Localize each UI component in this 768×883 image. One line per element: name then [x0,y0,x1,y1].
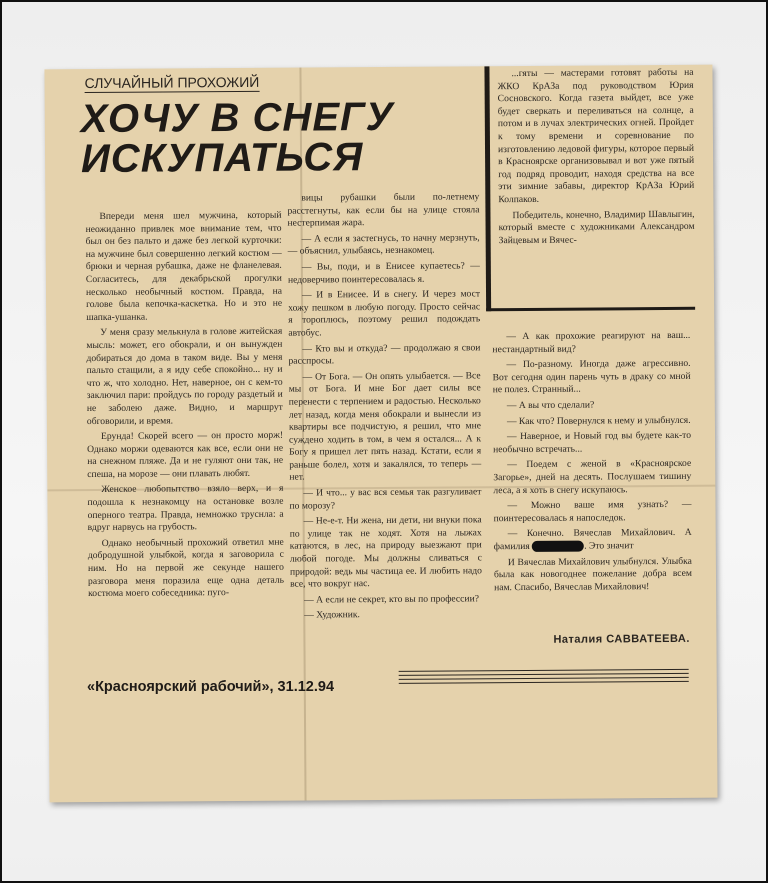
rule-line [399,673,689,676]
paragraph: — Наверное, и Новый год вы будете как-то необычно встречать... [493,429,692,455]
rubric-label: СЛУЧАЙНЫЙ ПРОХОЖИЙ [84,73,260,92]
paragraph-text: Это значит [588,540,634,552]
paragraph: вицы рубашки были по-летнему расстегнуты, как если бы на улице стояла нестерпимая жара. [287,191,480,229]
redaction-mark [532,541,584,552]
headline-line-1: ХОЧУ В СНЕГУ [80,94,394,142]
paragraph-text: — Конечно. Вячеслав Михайлович. А фамилия [493,527,692,553]
article-column-2 [287,191,482,625]
paragraph: Впереди меня шел мужчина, который неожиданно привлек мое внимание тем, что был он без пальто и даже без легкой курточки: на мужчине был совершенно легкий костюм — брюки и черная рубашка, даже не фланелевая. Согласитесь, для декабрьской прогулки несколько необычный костюм. Правда, на голове была кепочка-каскетка. Но и это не шапка-ушанка. [85,209,283,323]
paragraph: — А если не секрет, кто вы по профессии? [304,593,479,606]
paragraph: — Не-е-т. Ни жена, ни дети, ни внуки пока по улице так не ходят. Хотя на лыжах катаются, в лес, на природу выезжают при любой погоде. Мы должны сливаться с природой: ведь мы частица ее. И любить надо все, что вокруг нас. [289,514,482,590]
paragraph: Однако необычный прохожий ответил мне добродушной улыбкой, когда я заговорила с ним. Но на первой же секунде нашего разговора меня поразила еще одна деталь костюма моего собеседника: пуго- [87,536,285,600]
paragraph: — От Бога. — Он опять улыбается. — Все мы от Бога. И мне Бог дает силы все перенести с терпением и радостью. Несколько лет назад, когда меня обокрали и вынесли из квартиры все подчистую, я решил, что мне суждено ходить в том, в чем я остался... А к Богу я пришел лет пять назад. Кстати, если я раньше болел, хотя и закалялся, то теперь — нет. [288,370,482,484]
box-paragraph: ...гяты — мастерами готовят работы на ЖКО КрАЗа под руководством Юрия Сосновского. Когда газета выйдет, все уже будет сверкать и переливаться на солнце, а потом и в лучах электрических огней. Пройдет к тому времени и соревнование по изготовлению ледовой фигуры, которое первый в Красноярске организовывал и вот уже пятый год подряд проводит, находя средства на все эти зимние забавы, директор КрАЗа Юрий Колпаков. [497,66,695,206]
paragraph: И Вячеслав Михайлович улыбнулся. Улыбка была как новогоднее пожелание добра всем нам. Спасибо, Вячеслав Михайлович! [493,555,693,593]
boxed-article-end [484,65,695,311]
headline-line-2: ИСКУПАТЬСЯ [80,135,364,182]
paragraph-with-redaction: — Конечно. Вячеслав Михайлович. А фамилия . Это значит [493,527,692,553]
paragraph: — И что... у вас вся семья так разгуливает по морозу? [289,486,482,512]
paragraph: — Вы, поди, и в Енисее купаетесь? — недоверчиво поинтересовалась я. [287,260,480,286]
paragraph: — А если я застегнусь, то начну мерзнуть, — объяснил, улыбаясь, незнакомец. [287,232,480,258]
rule-line [399,677,689,680]
paragraph: У меня сразу мелькнула в голове житейская мысль: может, его обокрали, и он вынужден добираться до дома в таком виде. Вы у меня пальто стащили, а я иду себе спокойно... ну и что ж, что холодно. Нет, наверное, он с кем-то заключил пари: пройдусь по городу раздетый и не заболею даже. Видно, и маршрут обговорили, и время. [86,326,283,427]
paragraph: — А как прохожие реагируют на ваш... нестандартный вид? [492,329,691,355]
article-column-3 [492,330,692,598]
paragraph: — И в Енисее. И в снегу. И через мост хожу пешком в любую погоду. Просто сейчас я тороплюсь, поэтому решил подождать автобус. [288,288,481,339]
article-column-1 [85,210,284,604]
rule-line [399,669,689,672]
rule-line [399,681,689,684]
paragraph: Женское любопытство взяло верх, и я подошла к незнакомцу на остановке возле оперного театра. Правда, немножко труснла: а вдруг нарвусь на грубость. [87,483,284,534]
paragraph: — Как что? Повернулся к нему и улыбнулся. [506,414,691,427]
paragraph: — А вы что сделали? [506,399,595,412]
headline [80,94,482,182]
paragraph: — Поедем с женой в «Красноярское Загорье», дней на десять. Послушаем тишину леса, а я хоть в снегу искупаюсь. [493,458,692,496]
paragraph: — Художник. [304,609,360,621]
author-signature: Наталия САВВАТЕЕВА. [553,632,690,646]
decorative-rules [399,669,689,687]
paragraph: — Можно ваше имя узнать? — поинтересовалась я напоследок. [493,498,692,524]
source-citation: «Красноярский рабочий», 31.12.94 [87,679,335,695]
box-paragraph: Победитель, конечно, Владимир Шавлыгин, который вместе с художниками Александром Зайцевым и Вячес- [498,208,695,246]
paragraph: — Кто вы и откуда? — продолжаю я свои расспросы. [288,341,481,367]
paragraph: Ерунда! Скорей всего — он просто морж! Однако моржи одеваются как все, если они не на снежном пляже. Да и не гуляют они так, не спеша, на морозе — они плавать любят. [87,429,284,480]
paragraph: — По-разному. Иногда даже агрессивно. Вот сегодня один парень чуть в драку со мной не полез. Странный... [492,358,691,396]
